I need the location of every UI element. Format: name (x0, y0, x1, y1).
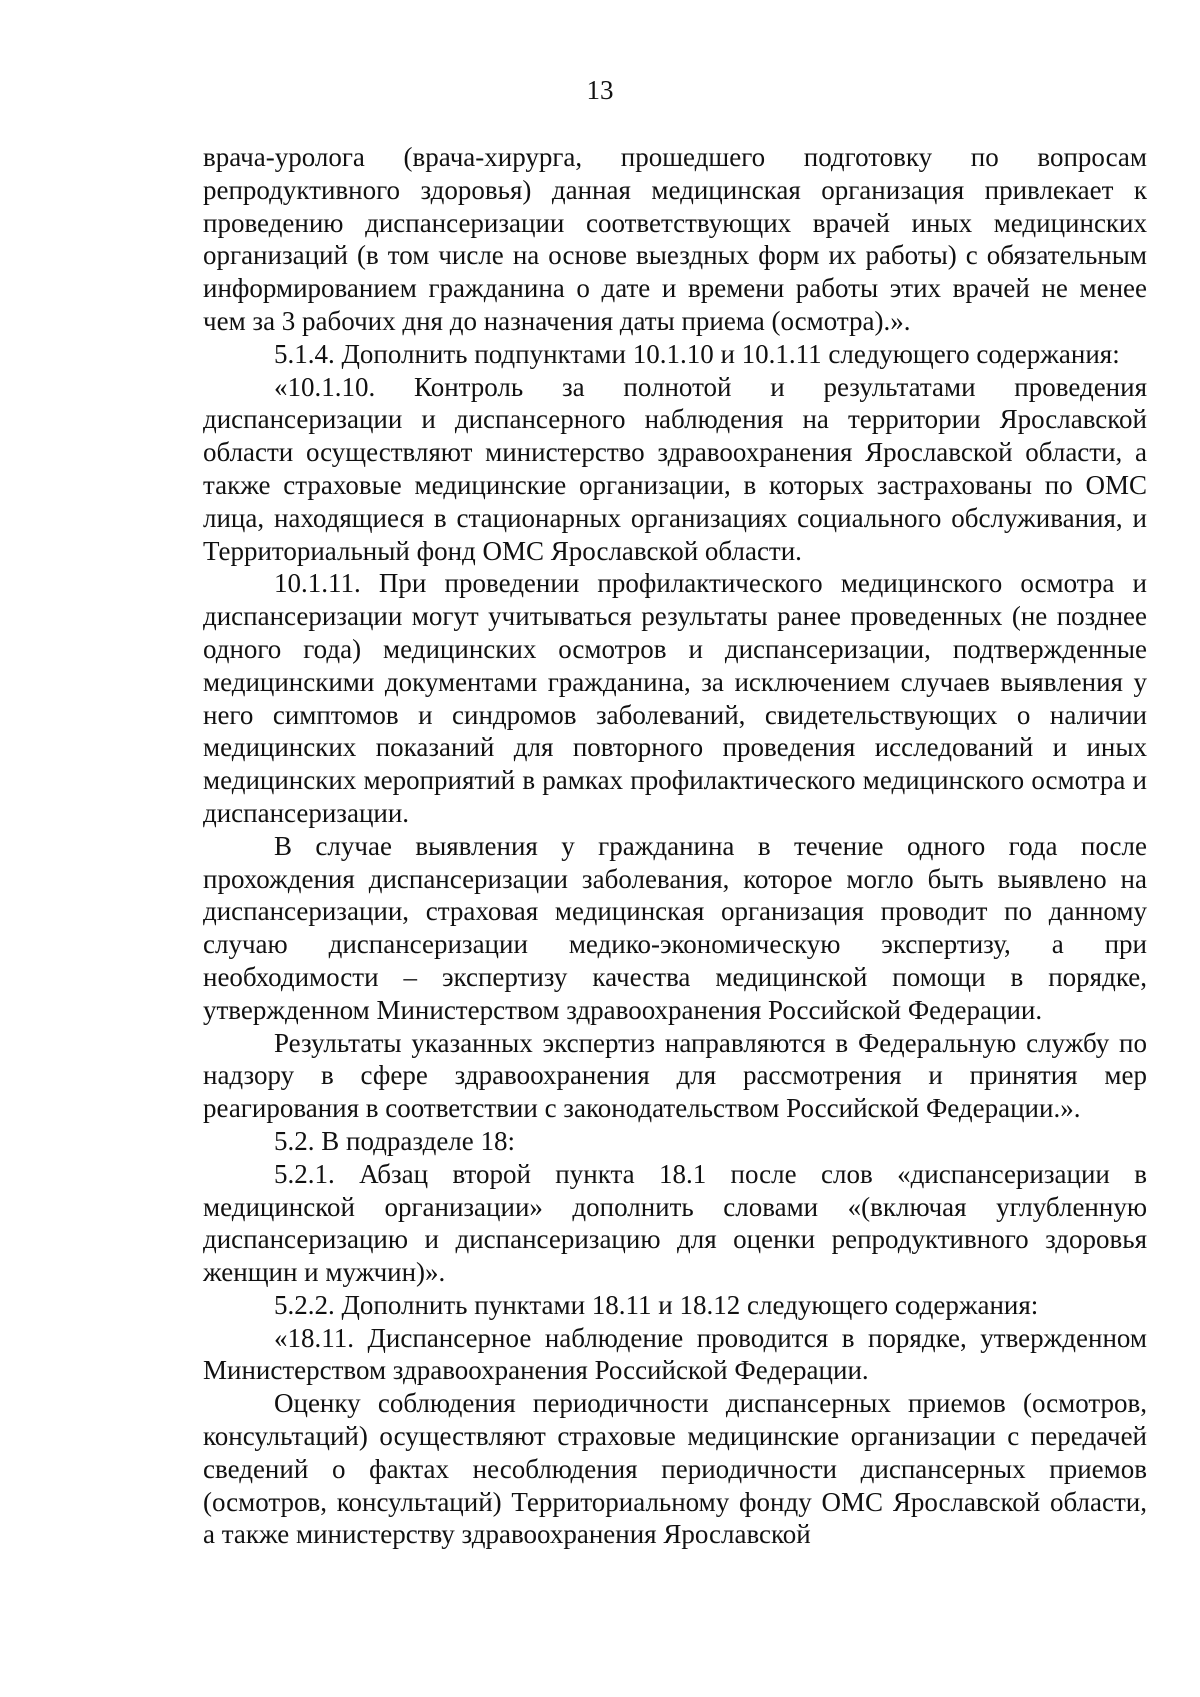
paragraph-10-1-11: 10.1.11. При проведении профилактического медицинского осмотра и диспансеризации могут учитываться результаты ранее проведенных (не позднее одного года) медицинских осмотров и диспансеризации, подтвержденные медицинскими документами гражданина, за исключением случаев выявления у него симптомов и синдромов заболеваний, свидетельствующих о наличии медицинских показаний для повторного проведения исследований и иных медицинских мероприятий в рамках профилактического медицинского осмотра и диспансеризации. (203, 568, 1147, 828)
paragraph-periodicity: Оценку соблюдения периодичности диспансерных приемов (осмотров, консультаций) осуществляют страховые медицинские организации с передачей сведений о фактах несоблюдения периодичности диспансерных приемов (осмотров, консультаций) Территориальному фонду ОМС Ярославской области, а также министерству здравоохранения Ярославской (203, 1388, 1147, 1550)
document-body (203, 141, 1147, 1551)
page-number: 13 (586, 75, 614, 105)
paragraph-18-11: «18.11. Диспансерное наблюдение проводится в порядке, утвержденном Министерством здравоохранения Российской Федерации. (203, 1322, 1147, 1386)
paragraph-continuation: врача-уролога (врача-хирурга, прошедшего подготовку по вопросам репродуктивного здоровья) данная медицинская организация привлекает к проведению диспансеризации соответствующих врачей иных медицинских организаций (в том числе на основе выездных форм их работы) с обязательным информированием гражданина о дате и времени работы этих врачей не менее чем за 3 рабочих дня до назначения даты приема (осмотра).». (203, 142, 1147, 336)
paragraph-repeat-case: В случае выявления у гражданина в течение одного года после прохождения диспансеризации заболевания, которое могло быть выявлено на диспансеризации, страховая медицинская организация проводит по данному случаю диспансеризации медико-экономическую экспертизу, а при необходимости – экспертизу качества медицинской помощи в порядке, утвержденном Министерством здравоохранения Российской Федерации. (203, 830, 1147, 1025)
paragraph-10-1-10: «10.1.10. Контроль за полнотой и результатами проведения диспансеризации и диспансерного наблюдения на территории Ярославской области осуществляют министерство здравоохранения Ярославской области, а также страховые медицинские организации, в которых застрахованы по ОМС лица, находящиеся в стационарных организациях социального обслуживания, и Территориальный фонд ОМС Ярославской области. (203, 371, 1147, 566)
paragraph-5-2-2: 5.2.2. Дополнить пунктами 18.11 и 18.12 следующего содержания: (274, 1289, 1039, 1320)
paragraph-5-2: 5.2. В подразделе 18: (274, 1125, 516, 1156)
paragraph-5-1-4: 5.1.4. Дополнить подпунктами 10.1.10 и 10.1.11 следующего содержания: (274, 338, 1120, 369)
paragraph-expertise-results: Результаты указанных экспертиз направляются в Федеральную службу по надзору в сфере здравоохранения для рассмотрения и принятия мер реагирования в соответствии с законодательством Российской Федерации.». (203, 1027, 1147, 1124)
paragraph-5-2-1: 5.2.1. Абзац второй пункта 18.1 после слов «диспансеризации в медицинской организации» дополнить словами «(включая углубленную диспансеризацию и диспансеризацию для оценки репродуктивного здоровья женщин и мужчин)». (203, 1158, 1147, 1288)
